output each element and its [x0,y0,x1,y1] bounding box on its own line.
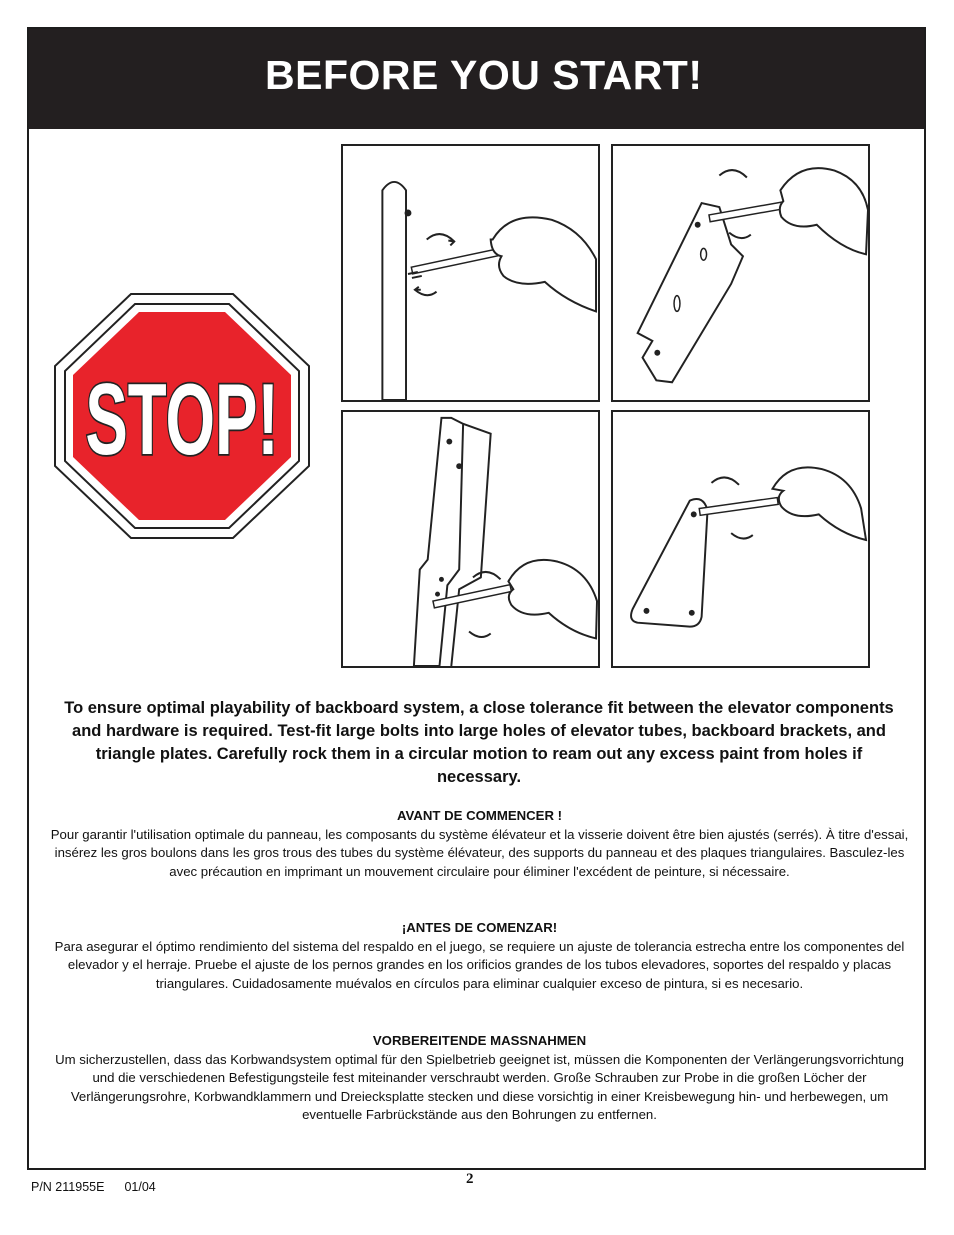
illustration-triangle-plate [611,410,870,668]
section-body: Para asegurar el óptimo rendimiento del sistema del respaldo en el juego, se requiere un ajuste de tolerancia estrecha entre los componentes del elevador y el herraje. Pruebe el ajuste de los pernos grandes en los orificios grandes de los tubos elevadores, soportes del respaldo y placas triangulares. Cuidadosamente muévalos en círculos para eliminar cualquier exceso de pintura, si es necesario. [54,938,905,991]
section-body: Pour garantir l'utilisation optimale du panneau, les composants du système élévateur et la visserie doivent être bien ajustés (serrés). À titre d'essai, insérez les gros boulons dans les gros trous des tubes du système élévateur, des supports du panneau et des plaques triangulaires. Basculez-les avec précaution en imprimant un mouvement circulaire pour éliminer l'excédent de peinture, si nécessaire. [50,826,909,879]
section-title: AVANT DE COMMENCER ! [396,808,563,823]
stop-sign-text: STOP! [85,361,279,476]
illustration-backboard-bracket [611,144,870,402]
illustration-elevator-bracket [341,410,600,668]
section-body: Um sicherzustellen, dass das Korbwandsystem optimal für den Spielbetrieb geeignet ist, müssen die Komponenten der Verlängerungsvorrichtung und die verschiedenen Befestigungsteile fest miteinander verschraubt werden. Große Schrauben zur Probe in die großen Löcher der Verlängerungsrohre, Korbwandklammern und Dreiecksplatte stecken und diese vorsichtig in einer Kreisbewegung hin- und herbewegen, um eventuelle Farbrückstände aus den Bohrungen zu entfernen. [55,1051,904,1122]
section-spanish [47,919,912,993]
footer-part-number [31,1180,176,1194]
part-number: P/N 211955E [31,1180,105,1194]
illustration-elevator-tube [341,144,600,402]
stop-sign-icon [53,292,311,540]
page-header [29,29,924,129]
section-title: VORBEREITENDE MASSNAHMEN [372,1033,587,1048]
intro-paragraph: To ensure optimal playability of backboard system, a close tolerance fit between the elevator components and hardware is required. Test-fit large bolts into large holes of elevator tubes, backboard brackets, and triangle plates. Carefully rock them in a circular motion to ream out any excess paint from holes if necessary. [64,699,894,786]
section-french [47,807,912,881]
revision-date: 01/04 [124,1180,156,1194]
page-title: BEFORE YOU START! [265,52,703,98]
section-german [47,1032,912,1125]
page-frame [27,27,926,1170]
section-title: ¡ANTES DE COMENZAR! [401,920,558,935]
page-number: 2 [466,1171,474,1187]
